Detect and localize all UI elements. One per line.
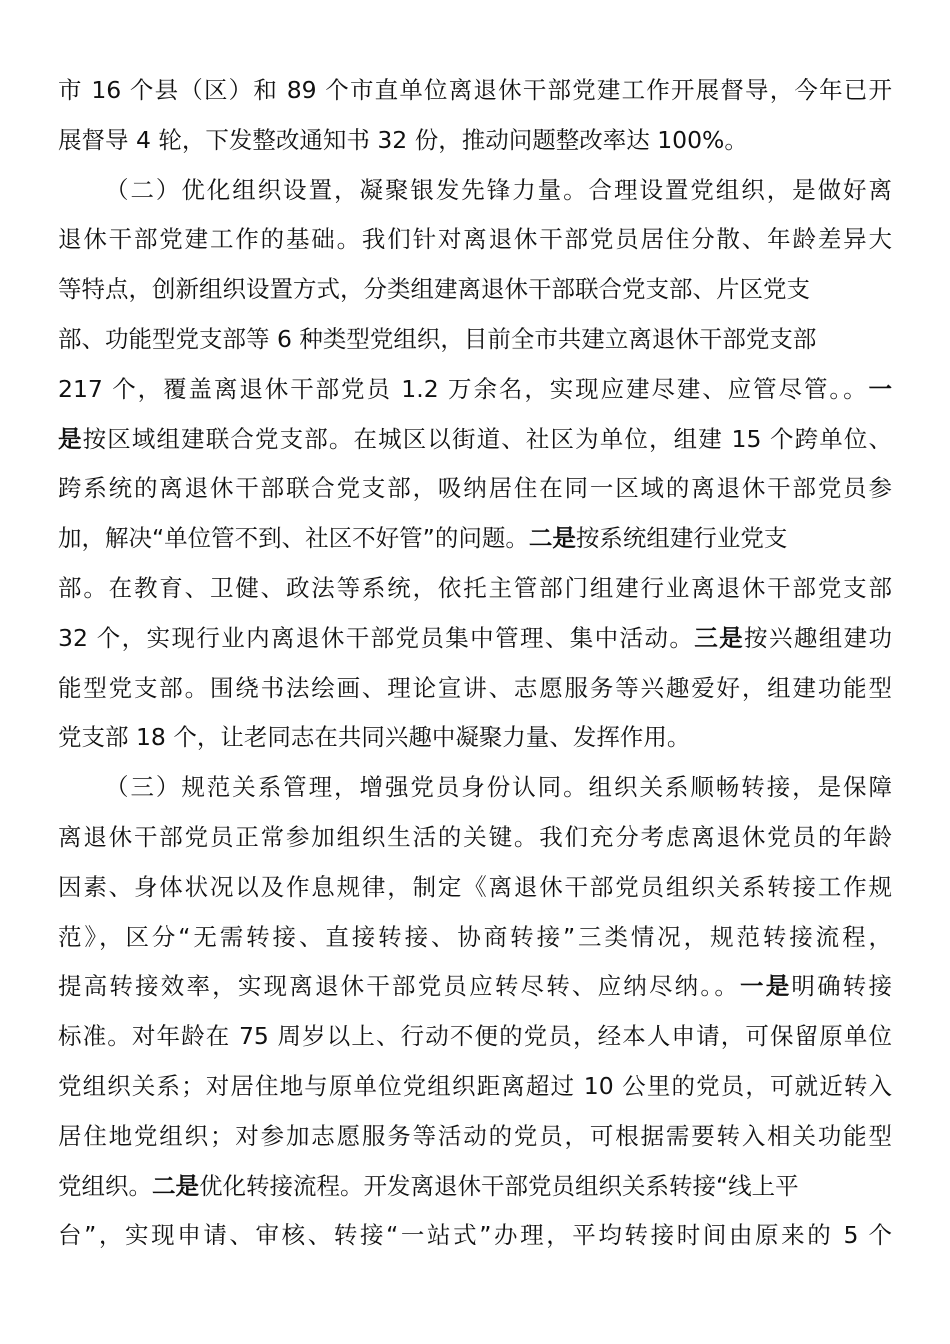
text-line [58,315,892,365]
text-segment: 提高转接效率，实现离退休干部党员应转尽转、应纳尽纳。。 [58,972,741,1001]
bold-text-segment: 一 [868,374,892,403]
text-line [58,166,892,216]
text-segment: 部、功能型党支部等 6 种类型党组织，目前全市共建立离退休干部党支部 [58,324,817,353]
text-line [58,913,892,963]
text-line [58,415,892,465]
text-line [58,1112,892,1162]
text-segment: 范》，区分“无需转接、直接转接、协商转接”三类情况，规范转接流程， [58,922,892,951]
document-body [58,66,892,1261]
text-line [58,713,892,763]
text-line [58,863,892,913]
bold-text-segment: 是 [58,424,83,453]
text-segment: 党组织。 [58,1171,152,1200]
text-line [58,1162,892,1212]
text-segment: 跨系统的离退休干部联合党支部，吸纳居住在同一区域的离退休干部党员参 [58,474,892,503]
text-segment: 居住地党组织；对参加志愿服务等活动的党员，可根据需要转入相关功能型 [58,1121,892,1150]
text-segment: 党组织关系；对居住地与原单位党组织距离超过 10 公里的党员，可就近转入 [58,1071,892,1100]
bold-text-segment: 二是 [152,1171,199,1200]
text-segment: 按兴趣组建功 [744,623,893,652]
text-segment: 能型党支部。围绕书法绘画、理论宣讲、志愿服务等兴趣爱好，组建功能型 [58,673,892,702]
text-segment: 按区域组建联合党支部。在城区以街道、社区为单位，组建 15 个跨单位、 [82,424,893,453]
text-segment: （三）规范关系管理，增强党员身份认同。组织关系顺畅转接，是保障 [105,773,892,802]
text-segment: 按系统组建行业党支 [575,524,788,553]
text-line [58,813,892,863]
text-line [58,614,892,664]
text-line [58,1012,892,1062]
text-segment: 明确转接 [791,972,893,1001]
text-line [58,564,892,614]
text-line [58,265,892,315]
text-segment: 217 个，覆盖离退休干部党员 1.2 万余名，实现应建尽建、应管尽管。。 [58,374,869,403]
text-line [58,365,892,415]
text-segment: 因素、身体状况以及作息规律，制定《离退休干部党员组织关系转接工作规 [58,872,892,901]
text-line [58,66,892,116]
text-segment: 等特点，创新组织设置方式，分类组建离退休干部联合党支部、片区党支 [58,275,810,304]
text-line [58,116,892,166]
text-segment: 党支部 18 个，让老同志在共同兴趣中凝聚力量、发挥作用。 [58,723,691,752]
text-segment: 32 个，实现行业内离退休干部党员集中管理、集中活动。 [58,623,695,652]
text-segment: 标准。对年龄在 75 周岁以上、行动不便的党员，经本人申请，可保留原单位 [58,1022,892,1051]
text-line [58,514,892,564]
bold-text-segment: 一是 [740,972,792,1001]
text-segment: 展督导 4 轮，下发整改通知书 32 份，推动问题整改率达 100%。 [58,125,748,154]
text-segment: 市 16 个县（区）和 89 个市直单位离退休干部党建工作开展督导，今年已开 [58,76,892,104]
text-line [58,962,892,1012]
text-segment: 部。在教育、卫健、政法等系统，依托主管部门组建行业离退休干部党支部 [58,573,892,602]
bold-text-segment: 三是 [694,623,745,652]
text-segment: 优化转接流程。开发离退休干部党员组织关系转接“线上平 [199,1171,799,1200]
bold-text-segment: 二是 [528,524,576,553]
text-line [58,664,892,714]
text-segment: （二）优化组织设置，凝聚银发先锋力量。合理设置党组织，是做好离 [105,175,892,204]
text-line [58,464,892,514]
text-line [58,763,892,813]
text-line [58,215,892,265]
text-line [58,1062,892,1112]
text-segment: 离退休干部党员正常参加组织生活的关键。我们充分考虑离退休党员的年龄 [58,822,892,851]
text-line [58,1211,892,1261]
text-segment: 退休干部党建工作的基础。我们针对离退休干部党员居住分散、年龄差异大 [58,225,892,254]
text-segment: 台”，实现申请、审核、转接“一站式”办理，平均转接时间由原来的 5 个 [58,1221,892,1250]
text-segment: 加，解决“单位管不到、社区不好管”的问题。 [58,524,529,553]
